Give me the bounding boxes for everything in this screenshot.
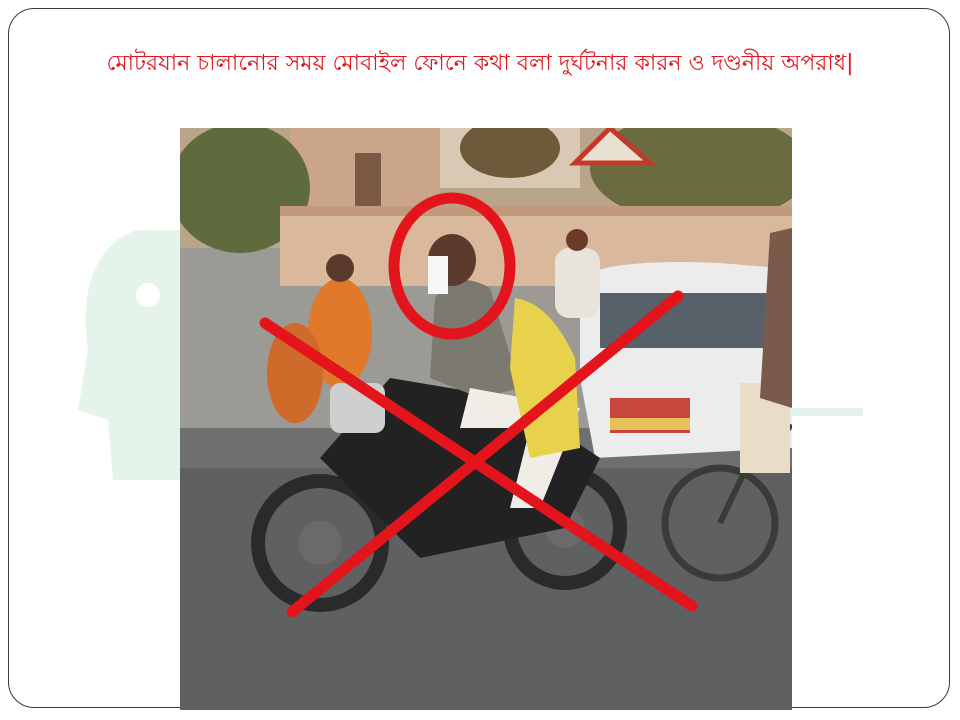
slide-photo (180, 128, 792, 710)
slide-title: মোটরযান চালানোর সময় মোবাইল ফোনে কথা বলা দুর্ঘটনার কারন ও দণ্ডনীয় অপরাধ| (106, 51, 854, 76)
photo-scene (180, 128, 792, 710)
